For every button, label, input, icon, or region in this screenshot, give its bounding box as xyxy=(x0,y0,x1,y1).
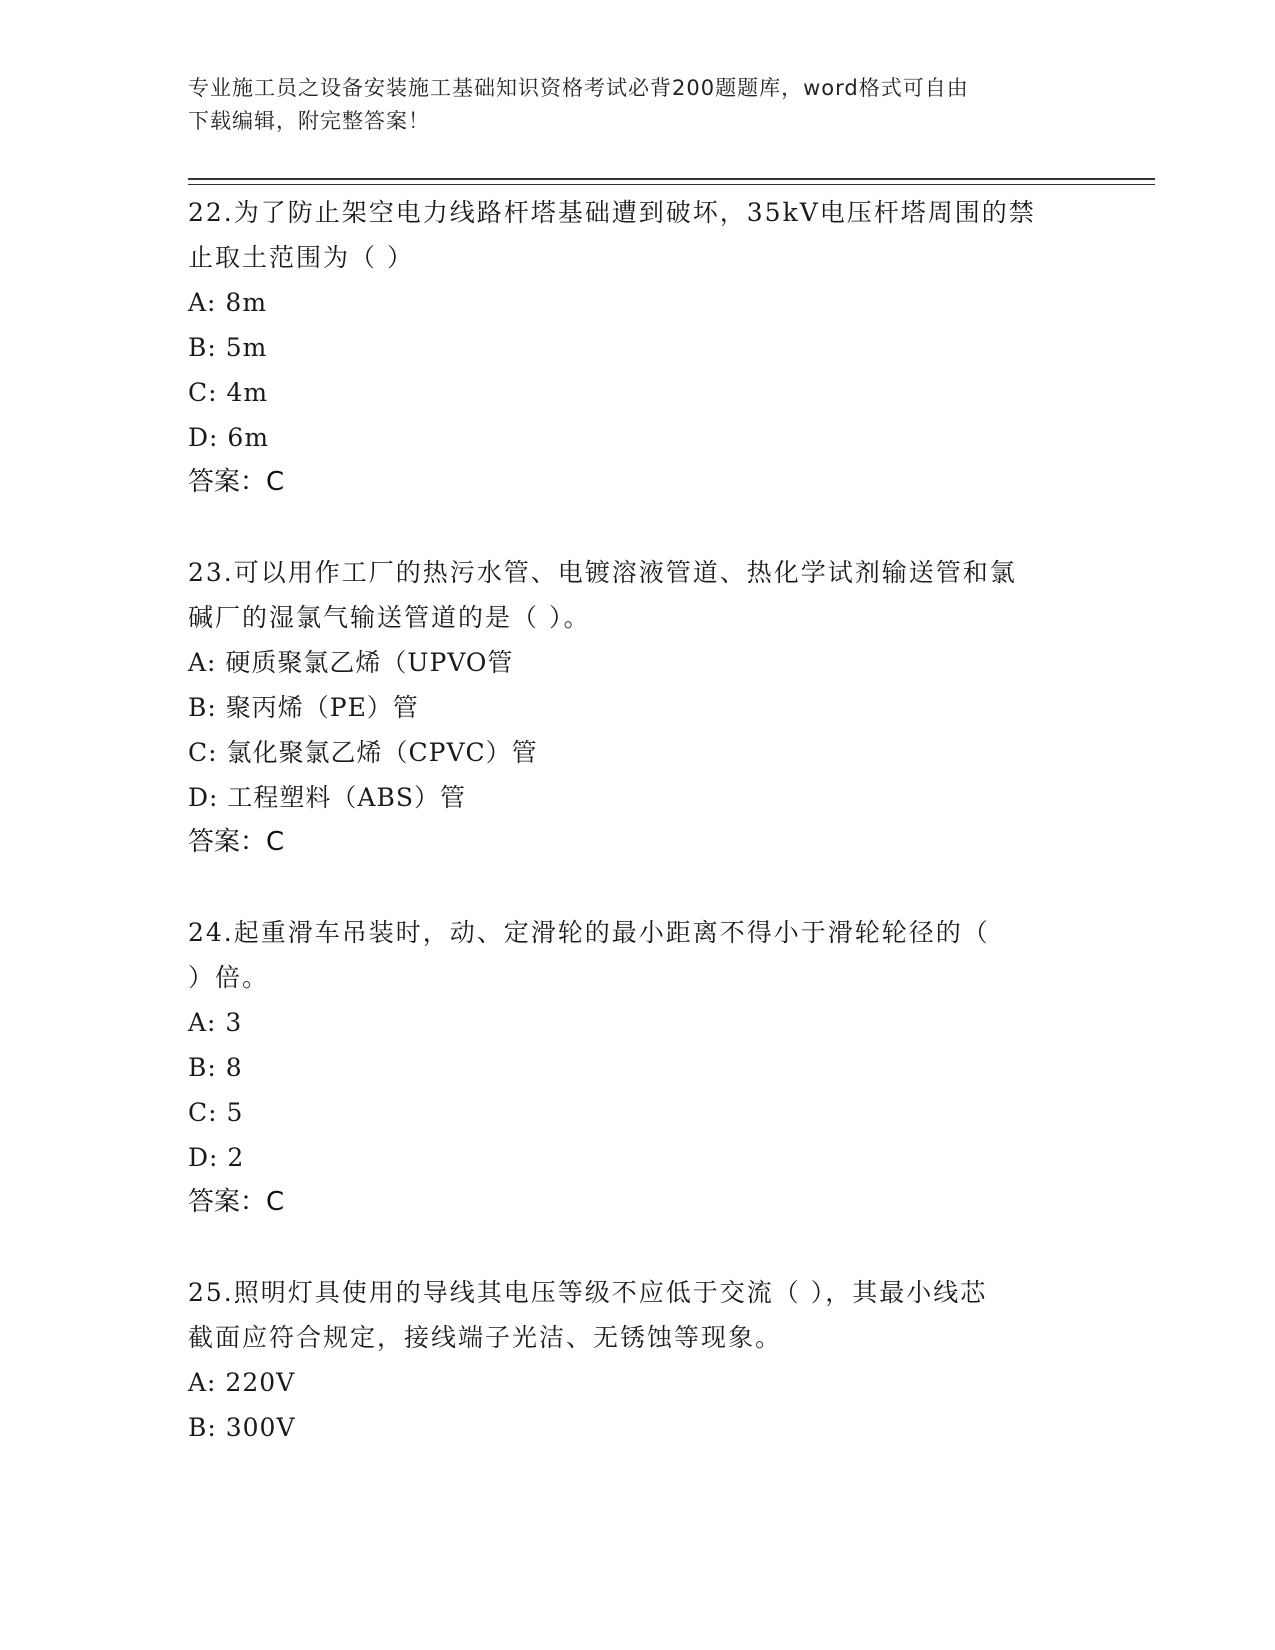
header-divider-thick xyxy=(188,178,1155,180)
question-22 xyxy=(188,190,1088,505)
option-c: C: 4m xyxy=(188,378,269,407)
question-23 xyxy=(188,550,1088,865)
option-a: A: 220V xyxy=(188,1368,296,1397)
question-25 xyxy=(188,1270,1088,1450)
question-stem-line-2: ）倍。 xyxy=(188,963,270,992)
option-d: D: 工程塑料（ABS）管 xyxy=(188,783,466,812)
option-d: D: 2 xyxy=(188,1143,245,1172)
question-stem-line-1: 24.起重滑车吊装时，动、定滑轮的最小距离不得小于滑轮轮径的（ xyxy=(188,918,990,947)
header-line-1: 专业施工员之设备安装施工基础知识资格考试必背200题题库，word格式可自由 xyxy=(188,76,969,100)
answer-line: 答案：C xyxy=(188,467,285,497)
header-line-2: 下载编辑，附完整答案！ xyxy=(188,109,430,133)
question-stem-line-2: 碱厂的湿氯气输送管道的是（ ）。 xyxy=(188,603,591,632)
option-c: C: 氯化聚氯乙烯（CPVC）管 xyxy=(188,738,538,767)
question-stem-line-1: 25.照明灯具使用的导线其电压等级不应低于交流（ ），其最小线芯 xyxy=(188,1278,988,1307)
answer-line: 答案：C xyxy=(188,1187,285,1217)
option-b: B: 300V xyxy=(188,1413,296,1442)
document-header xyxy=(188,72,1088,138)
option-d: D: 6m xyxy=(188,423,270,452)
answer-line: 答案：C xyxy=(188,827,285,857)
question-stem-line-1: 23.可以用作工厂的热污水管、电镀溶液管道、热化学试剂输送管和氯 xyxy=(188,558,1017,587)
question-stem-line-2: 截面应符合规定，接线端子光洁、无锈蚀等现象。 xyxy=(188,1323,783,1352)
header-divider-thin xyxy=(188,184,1155,185)
question-stem-line-2: 止取土范围为（ ） xyxy=(188,243,414,272)
option-b: B: 5m xyxy=(188,333,268,362)
question-list xyxy=(188,190,1088,1495)
option-a: A: 3 xyxy=(188,1008,243,1037)
question-stem-line-1: 22.为了防止架空电力线路杆塔基础遭到破坏，35kV电压杆塔周围的禁 xyxy=(188,198,1036,227)
option-a: A: 8m xyxy=(188,288,268,317)
option-b: B: 聚丙烯（PE）管 xyxy=(188,693,419,722)
option-c: C: 5 xyxy=(188,1098,244,1127)
question-24 xyxy=(188,910,1088,1225)
option-b: B: 8 xyxy=(188,1053,243,1082)
option-a: A: 硬质聚氯乙烯（UPVO管 xyxy=(188,648,514,677)
